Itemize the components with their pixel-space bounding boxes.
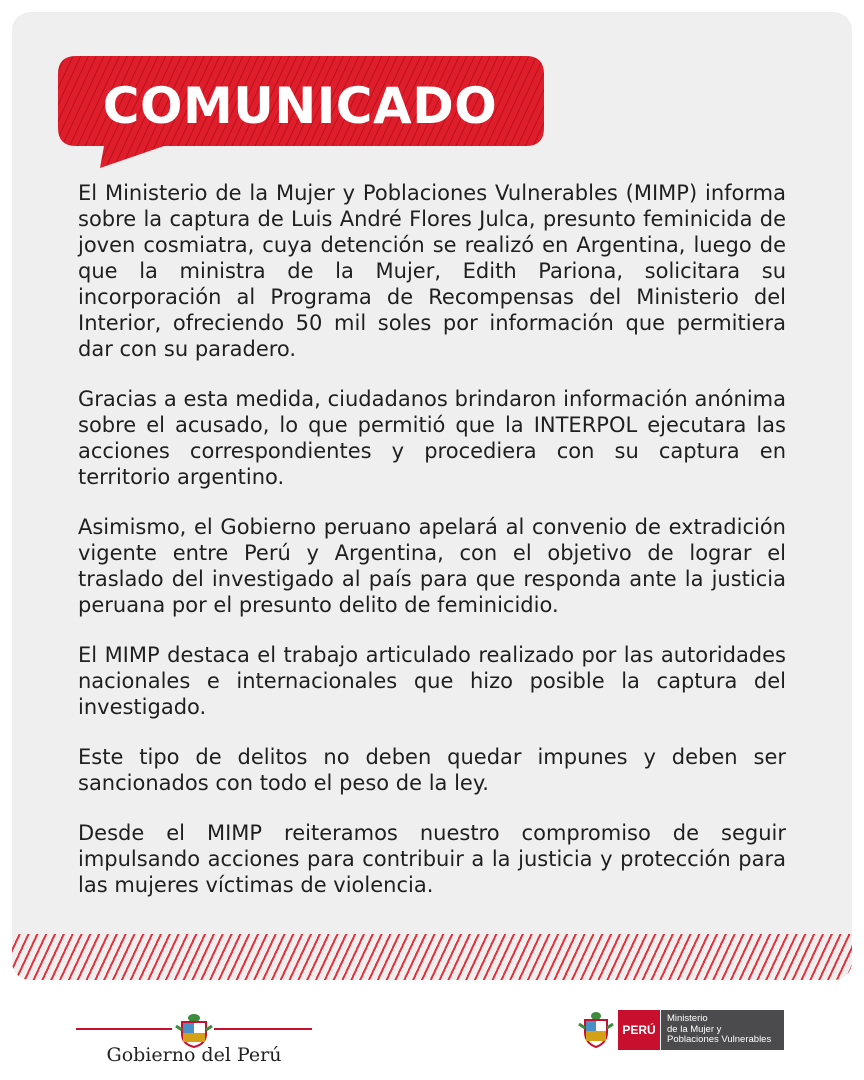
mimp-logo	[578, 1008, 788, 1052]
comunicado-banner	[54, 46, 546, 170]
gobierno-del-peru-logo	[76, 998, 312, 1068]
peru-badge: PERÚ	[618, 1010, 660, 1050]
paragraph: Asimismo, el Gobierno peruano apelará al convenio de extradición vigente entre Perú y Argentina, con el objetivo de lograr el traslado del investigado al país para que responda ante la justicia peruana por el presunto delito de feminicidio.	[78, 515, 786, 617]
paragraph: Gracias a esta medida, ciudadanos brindaron información anónima sobre el acusado, lo que permitió que la INTERPOL ejecutara las acciones correspondientes y procediera con su captura en territorio argentino.	[78, 387, 786, 489]
coat-of-arms-icon	[174, 1012, 214, 1048]
footer	[0, 980, 864, 1080]
communique-card	[12, 12, 852, 980]
decorative-stripes	[12, 934, 852, 980]
coat-of-arms-icon	[578, 1010, 614, 1050]
divider	[76, 1028, 172, 1030]
ministry-line: de la Mujer y	[667, 1023, 722, 1035]
communique-body	[78, 180, 786, 922]
paragraph: El MIMP destaca el trabajo articulado realizado por las autoridades nacionales e internacionales que hizo posible la captura del investigado.	[78, 643, 786, 719]
ministry-line: Poblaciones Vulnerables	[667, 1034, 772, 1045]
ministry-line: Ministerio	[667, 1013, 708, 1024]
divider	[214, 1028, 312, 1030]
ministry-name	[660, 1010, 784, 1050]
gobierno-label: Gobierno del Perú	[106, 1044, 282, 1066]
paragraph: Este tipo de delitos no deben quedar impunes y deben ser sancionados con todo el peso de la ley.	[78, 745, 786, 795]
paragraph: El Ministerio de la Mujer y Poblaciones Vulnerables (MIMP) informa sobre la captura de Luis André Flores Julca, presunto feminicida de joven cosmiatra, cuya detención se realizó en Argentina, luego de que la ministra de la Mujer, Edith Pariona, solicitara su incorporación al Programa de Recompensas del Ministerio del Interior, ofreciendo 50 mil soles por información que permitiera dar con su paradero.	[78, 181, 786, 361]
paragraph: Desde el MIMP reiteramos nuestro compromiso de seguir impulsando acciones para contribuir a la justicia y protección para las mujeres víctimas de violencia.	[78, 821, 786, 897]
banner-title: COMUNICADO	[102, 77, 498, 135]
